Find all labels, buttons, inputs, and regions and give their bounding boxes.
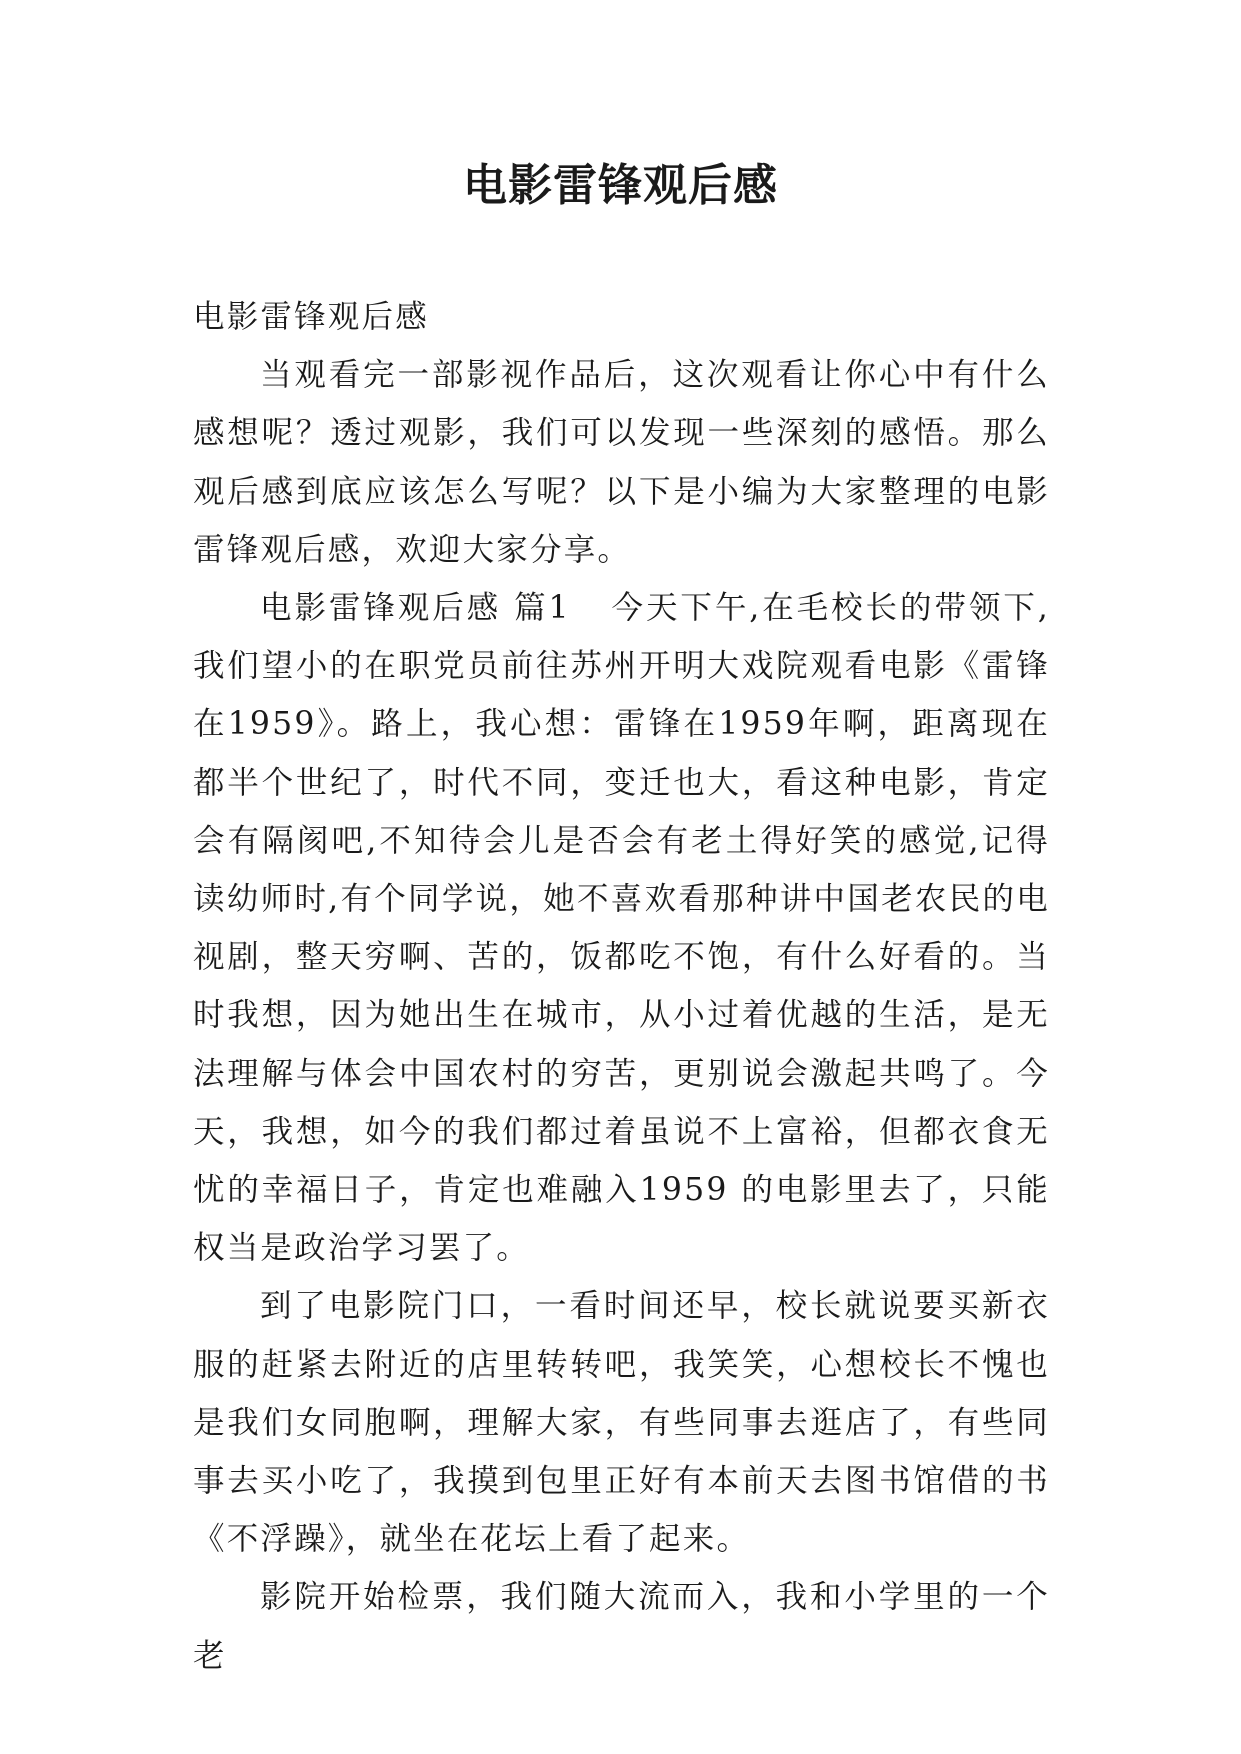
- section-text: 今天下午,在毛校长的带领下,我们望小的在职党员前往苏州开明大戏院观看电影《雷锋在1959》。路上，我心想：雷锋在1959年啊，距离现在都半个世纪了，时代不同，变迁也大，看这种电影，肯定会有隔阂吧,不知待会儿是否会有老土得好笑的感觉,记得读幼师时,有个同学说，她不喜欢看那种讲中国老农民的电视剧，整天穷啊、苦的，饭都吃不饱，有什么好看的。当时我想，因为她出生在城市，从小过着优越的生活，是无法理解与体会中国农村的穷苦，更别说会激起共鸣了。今天，我想，如今的我们都过着虽说不上富裕，但都衣食无忧的幸福日子，肯定也难融入1959 的电影里去了，只能权当是政治学习罢了。: [193, 590, 1050, 1267]
- intro-paragraph: 当观看完一部影视作品后，这次观看让你心中有什么感想呢？透过观影，我们可以发现一些深刻的感悟。那么观后感到底应该怎么写呢？以下是小编为大家整理的电影雷锋观后感，欢迎大家分享。: [193, 357, 1050, 568]
- paragraph-2: 到了电影院门口，一看时间还早，校长就说要买新衣服的赶紧去附近的店里转转吧，我笑笑，心想校长不愧也是我们女同胞啊，理解大家，有些同事去逛店了，有些同事去买小吃了，我摸到包里正好有本前天去图书馆借的书《不浮躁》，就坐在花坛上看了起来。: [193, 1288, 1050, 1558]
- subtitle: 电影雷锋观后感: [193, 299, 429, 335]
- paragraph-3: 影院开始检票，我们随大流而入，我和小学里的一个老: [193, 1579, 1050, 1674]
- section-heading: 电影雷锋观后感 篇1: [260, 590, 571, 627]
- document-body: [193, 288, 1050, 1685]
- section-paragraph: [193, 579, 1050, 1277]
- document-title: 电影雷锋观后感: [463, 160, 778, 211]
